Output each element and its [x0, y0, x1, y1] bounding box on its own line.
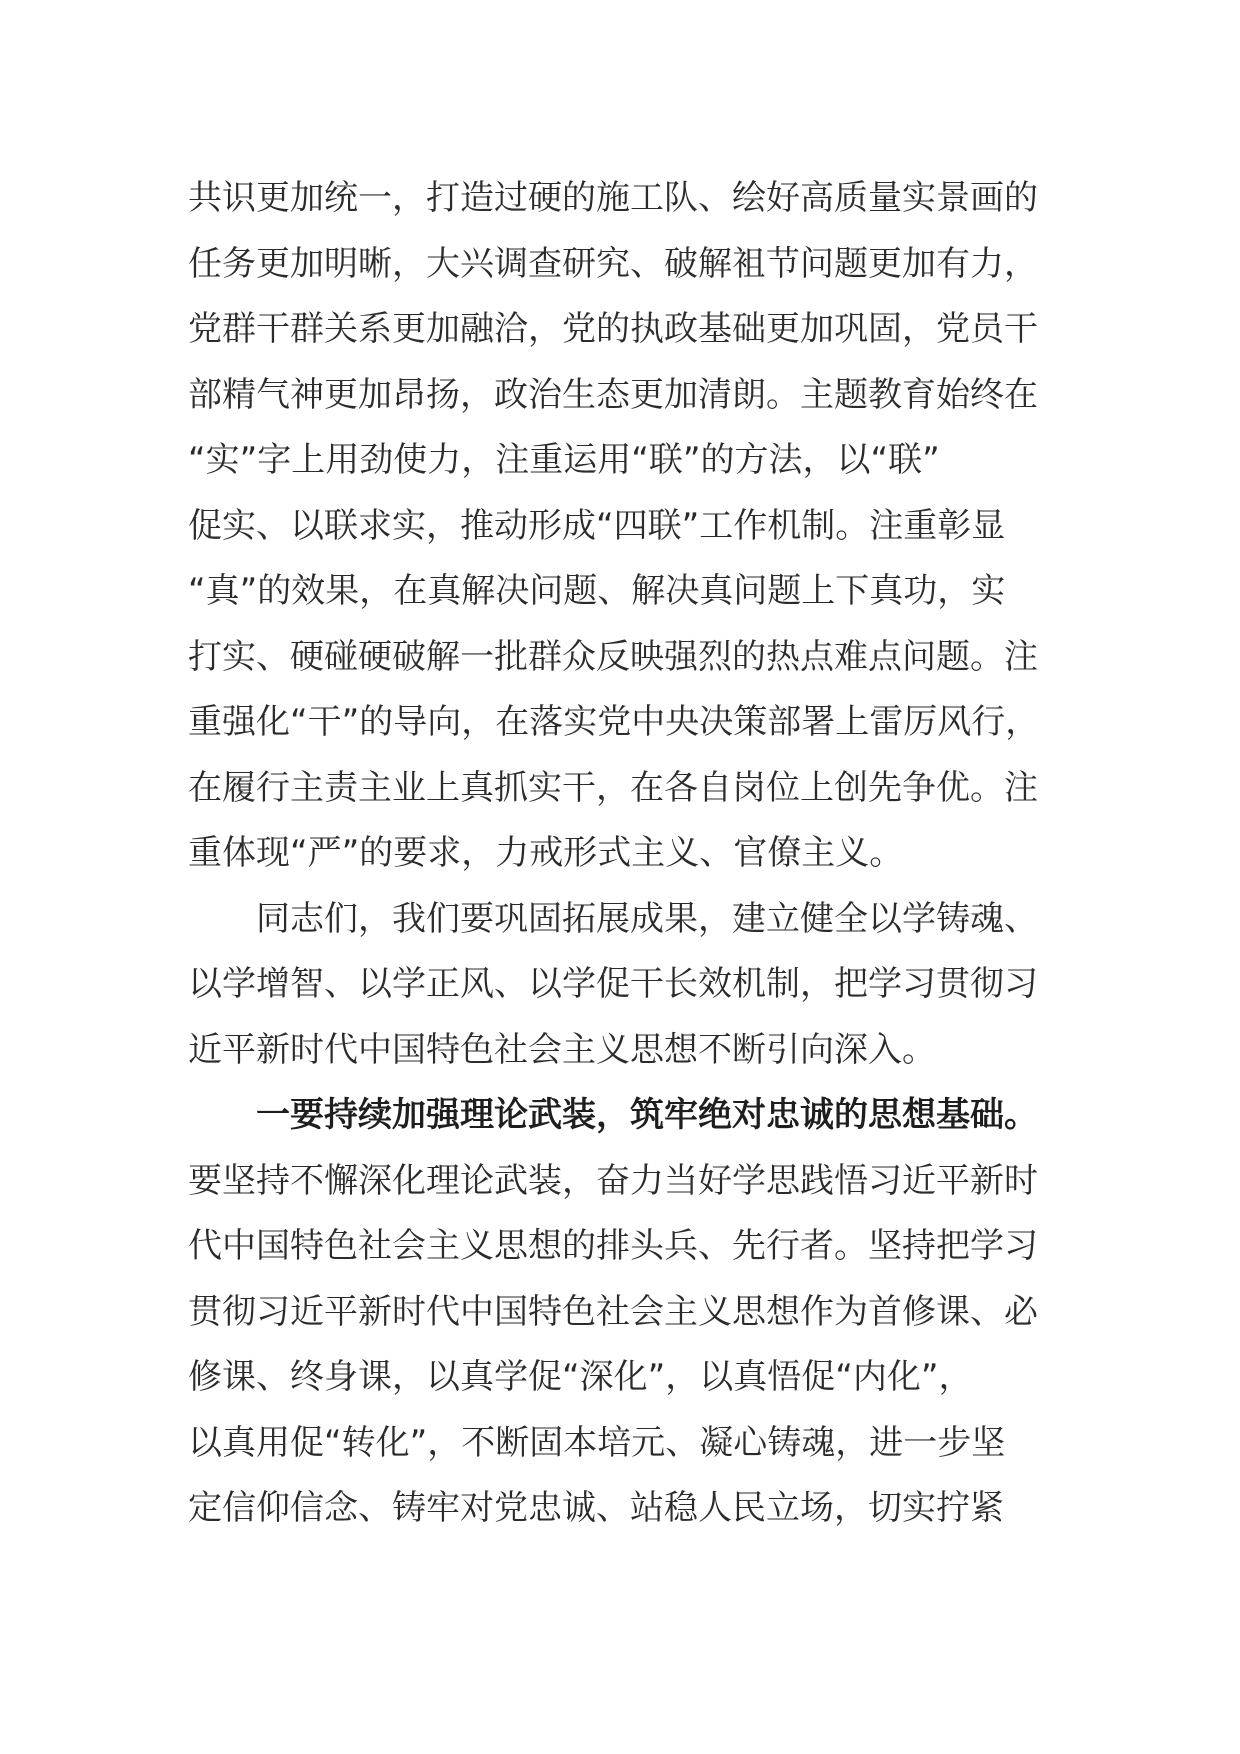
paragraph-line: 共识更加统一，打造过硬的施工队、绘好高质量实景画的 — [188, 178, 1038, 218]
document-body — [188, 166, 1068, 1542]
paragraph-line: 以真用促“转化”，不断固本培元、凝心铸魂，进一步坚 — [188, 1422, 1006, 1463]
paragraph-line: 代中国特色社会主义思想的排头兵、先行者。坚持把学习 — [188, 1226, 1038, 1266]
paragraph-line: 在履行主责主业上真抓实干，在各自岗位上创先争优。注 — [188, 767, 1038, 808]
paragraph-line: 重体现“严”的要求，力戒形式主义、官僚主义。 — [188, 833, 904, 873]
paragraph-line: “实”字上用劲使力，注重运用“联”的方法，以“联” — [188, 440, 940, 480]
paragraph-line: 任务更加明晰，大兴调查研究、破解袓节问题更加有力， — [188, 243, 1038, 284]
paragraph-line: 以学增智、以学正风、以学促干长效机制，把学习贯彻习 — [188, 964, 1038, 1004]
paragraph-line: 定信仰信念、铸牢对党忠诚、站稳人民立场，切实拧紧 — [188, 1488, 1004, 1528]
paragraph-line: 部精气神更加昂扬，政治生态更加清朗。主题教育始终在 — [188, 374, 1038, 415]
section-heading: 一要持续加强理论武装，筑牢绝对忠诚的思想基础。 — [256, 1095, 1038, 1135]
paragraph-line: 要坚持不懈深化理论武装，奋力当好学思践悟习近平新时 — [188, 1160, 1038, 1201]
paragraph-line: 党群干群关系更加融洽，党的执政基础更加巩固，党员干 — [188, 309, 1038, 349]
paragraph-line: 促实、以联求实，推动形成“四联”工作机制。注重彰显 — [188, 505, 1006, 546]
paragraph-line: 重强化“干”的导向，在落实党中央决策部署上雷厉风行， — [188, 702, 1040, 742]
paragraph-line: “真”的效果，在真解决问题、解决真问题上下真功，实 — [188, 571, 1006, 611]
paragraph-line: 近平新时代中国特色社会主义思想不断引向深入。 — [188, 1029, 936, 1070]
paragraph-line: 修课、终身课，以真学促“深化”，以真悟促“内化”， — [188, 1357, 973, 1397]
paragraph-line: 打实、硬碰硬破解一批群众反映强烈的热点难点问题。注 — [188, 636, 1038, 677]
paragraph-line: 贯彻习近平新时代中国特色社会主义思想作为首修课、必 — [188, 1291, 1038, 1332]
paragraph-line: 同志们，我们要巩固拓展成果，建立健全以学铸魂、 — [256, 898, 1038, 939]
